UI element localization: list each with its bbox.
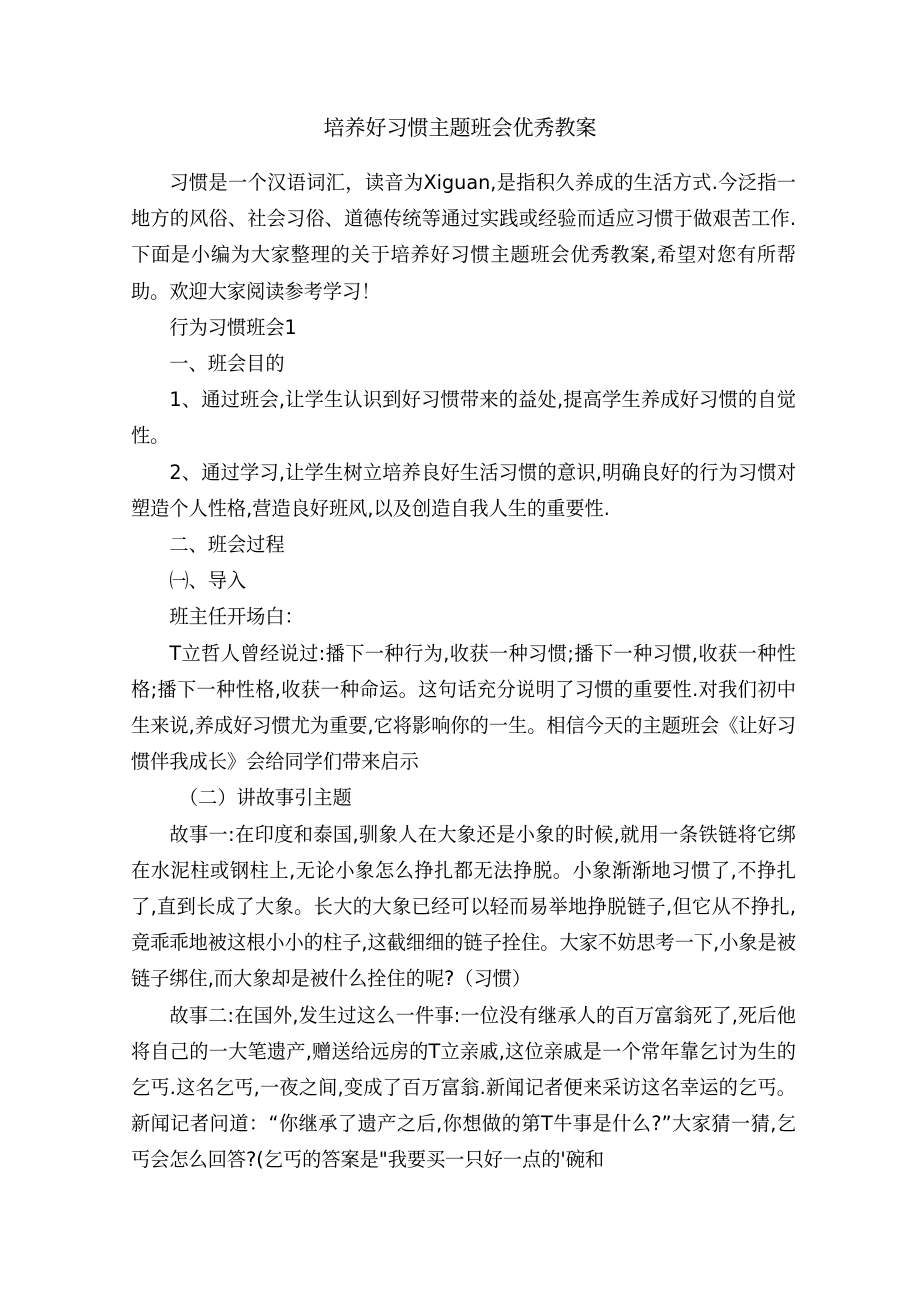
document-title: 培养好习惯主题班会优秀教案	[323, 116, 597, 140]
purpose-item-2: 2、通过学习,让学生树立培养良好生活习惯的意识,明确良好的行为习惯对塑造个人性格,营造良好班风,以及创造自我人生的重要性.	[131, 460, 796, 520]
subsection-heading-stories: （二）讲故事引主题	[179, 786, 352, 810]
purpose-item-1: 1、通过班会,让学生认识到好习惯带来的益处,提高学生养成好习惯的自觉性。	[131, 388, 796, 448]
teacher-opening-paragraph: T立哲人曾经说过:播下一种行为,收获一种习惯;播下一种习惯,收获一种性格;播下一种性格,收获一种命运。这句话充分说明了习惯的重要性.对我们初中生来说,养成好习惯尤为重要,它将影响你的一生。相信今天的主题班会《让好习惯伴我成长》会给同学们带来启示	[131, 641, 796, 774]
section-heading-process: 二、班会过程	[169, 533, 285, 557]
intro-paragraph: 习惯是一个汉语词汇，读音为Xiguan,是指积久养成的生活方式.今泛指一地方的风俗、社会习俗、道德传统等通过实践或经验而适应习惯于做艰苦工作.下面是小编为大家整理的关于培养好习惯主题班会优秀教案,希望对您有所帮助。欢迎大家阅读参考学习！	[131, 171, 796, 303]
subsection-heading-intro: ㈠、导入	[169, 569, 247, 593]
document-body	[131, 165, 796, 1179]
teacher-opening-label: 班主任开场白：	[169, 605, 304, 629]
section-heading-class-meeting: 行为习惯班会1	[169, 315, 297, 339]
section-heading-purpose: 一、班会目的	[169, 352, 285, 376]
story-two-paragraph: 故事二:在国外,发生过这么一件事:一位没有继承人的百万富翁死了,死后他将自己的一大笔遗产,赠送给远房的T立亲戚,这位亲戚是一个常年靠乞讨为生的乞丐.这名乞丐,一夜之间,变成了百万富翁.新闻记者便来采访这名幸运的乞丐。新闻记者问道：“你继承了遗产之后,你想做的第T牛事是什么?”大家猜一猜,乞丐会怎么回答?(乞丐的答案是"我要买一只好一点的'碗和	[131, 1003, 796, 1172]
story-one-paragraph: 故事一:在印度和泰国,驯象人在大象还是小象的时候,就用一条铁链将它绑在水泥柱或钢柱上,无论小象怎么挣扎都无法挣脱。小象渐渐地习惯了,不挣扎了,直到长成了大象。长大的大象已经可以轻而易举地挣脱链子,但它从不挣扎,竟乖乖地被这根小小的柱子,这截细细的链子拴住。大家不妨思考一下,小象是被链子绑住,而大象却是被什么拴住的呢?（习惯）	[131, 822, 796, 991]
